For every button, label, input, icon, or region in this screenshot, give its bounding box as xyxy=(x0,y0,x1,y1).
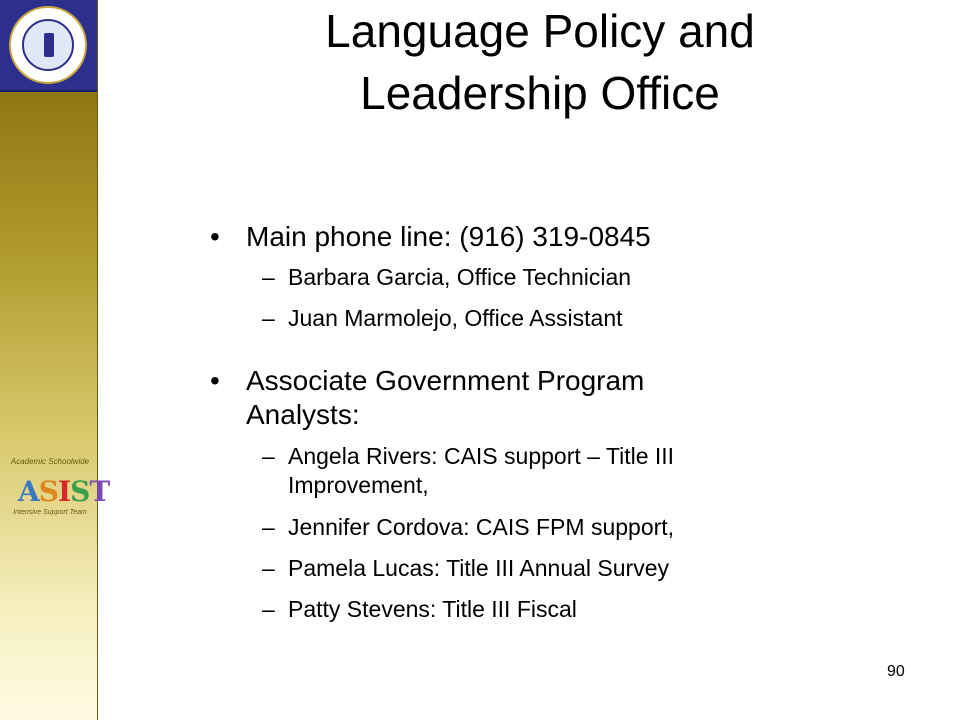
dash-icon: – xyxy=(262,305,275,331)
dash-icon: – xyxy=(262,514,275,540)
sub-item xyxy=(210,513,850,542)
bullet-text: Main phone line: (916) 319-0845 xyxy=(246,221,651,252)
title-line-1: Language Policy and xyxy=(325,5,755,57)
dash-icon: – xyxy=(262,264,275,290)
dash-icon: – xyxy=(262,443,275,469)
pillar-icon xyxy=(44,33,54,57)
seal-emblem xyxy=(22,19,74,71)
asist-letter: T xyxy=(89,475,110,508)
sub-item xyxy=(210,442,850,500)
sub-item xyxy=(210,263,850,292)
asist-letter: S xyxy=(38,475,58,508)
slide-title xyxy=(210,0,870,124)
sub-item-text: Juan Marmolejo, Office Assistant xyxy=(288,305,623,331)
bullet-text-line-1: Associate Government Program xyxy=(246,365,645,396)
decorative-sidebar xyxy=(0,0,110,720)
slide-content xyxy=(210,220,850,624)
sub-item xyxy=(210,304,850,333)
sub-item-text: Barbara Garcia, Office Technician xyxy=(288,264,632,290)
asist-top-text: Academic Schoolwide xyxy=(10,457,90,466)
dash-icon: – xyxy=(262,596,275,622)
asist-bottom-text: Intensive Support Team xyxy=(13,509,87,516)
seal-circle xyxy=(9,6,87,84)
asist-logo xyxy=(6,455,110,525)
county-seal-logo xyxy=(0,0,97,92)
sub-item xyxy=(210,554,850,583)
sub-item-text: Patty Stevens: Title III Fiscal xyxy=(288,596,577,622)
bullet-analysts xyxy=(210,364,850,432)
asist-letter: S xyxy=(70,475,90,508)
sub-item xyxy=(210,595,850,624)
asist-letter: A xyxy=(18,475,39,508)
title-line-2: Leadership Office xyxy=(360,67,720,119)
asist-wordmark xyxy=(18,475,109,508)
bullet-text-line-2: Analysts: xyxy=(246,399,360,430)
sub-item-text: Jennifer Cordova: CAIS FPM support, xyxy=(288,514,675,540)
sub-item-text-line-2: Improvement, xyxy=(288,472,429,498)
bullet-main-phone xyxy=(210,220,850,254)
bullet-icon: • xyxy=(210,221,220,252)
sub-item-text: Pamela Lucas: Title III Annual Survey xyxy=(288,555,669,581)
page-number: 90 xyxy=(887,663,905,680)
dash-icon: – xyxy=(262,555,275,581)
asist-letter: I xyxy=(57,475,71,508)
sub-item-text-line-1: Angela Rivers: CAIS support – Title III xyxy=(288,443,675,469)
bullet-icon: • xyxy=(210,365,220,396)
